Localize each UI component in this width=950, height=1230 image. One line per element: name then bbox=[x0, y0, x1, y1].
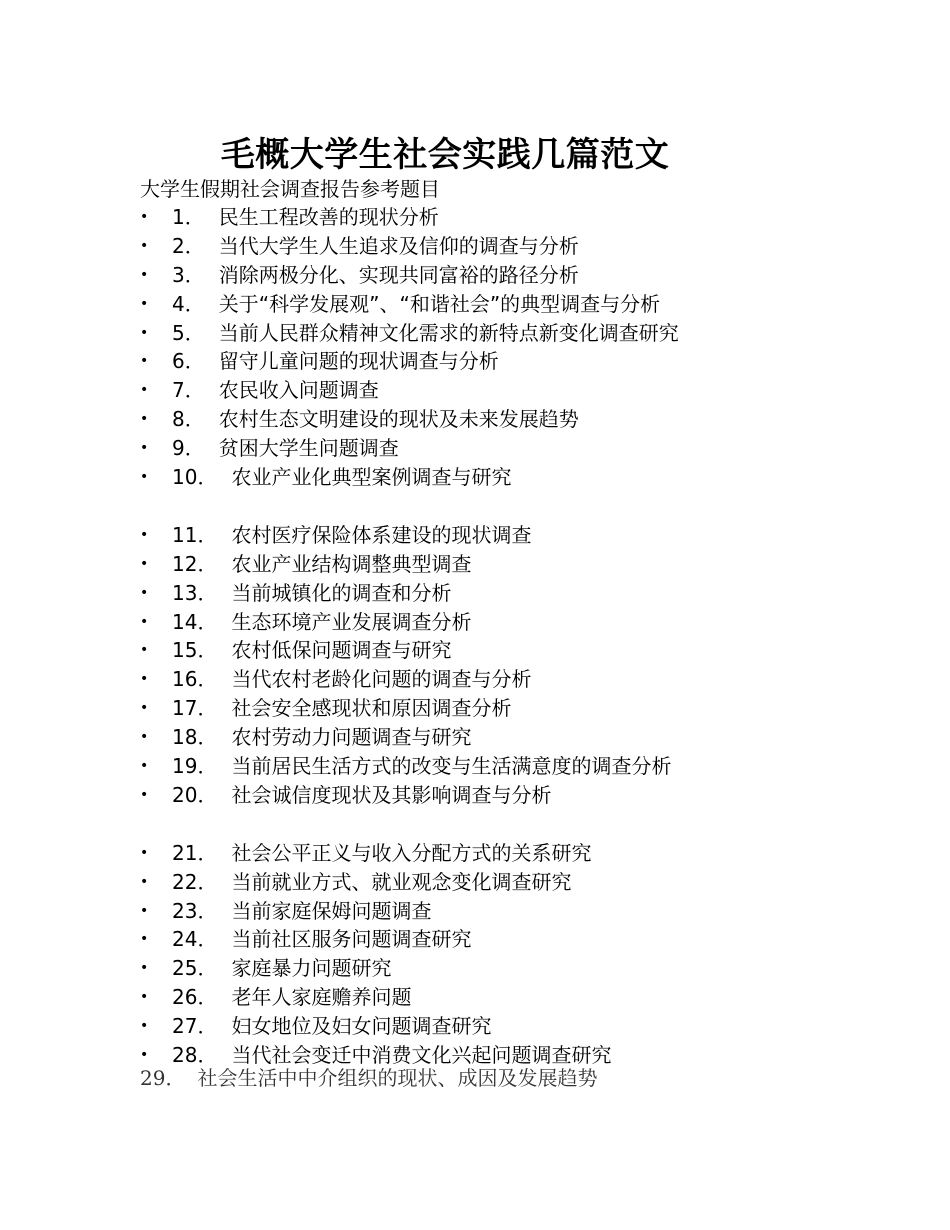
topic-number: 20． bbox=[172, 782, 218, 807]
bullet-icon: • bbox=[140, 1018, 149, 1035]
topic-item bbox=[140, 405, 920, 434]
topic-text: 当前社区服务问题调查研究 bbox=[231, 927, 472, 952]
topic-text: 家庭暴力问题研究 bbox=[231, 956, 392, 981]
topic-number: 5． bbox=[172, 320, 205, 345]
topic-number: 11． bbox=[172, 522, 218, 547]
bullet-icon: • bbox=[140, 786, 149, 803]
topic-number: 12． bbox=[172, 551, 218, 576]
topic-number: 24． bbox=[172, 927, 218, 952]
topic-item bbox=[140, 839, 920, 868]
bullet-icon: • bbox=[140, 382, 149, 399]
bullet-icon: • bbox=[140, 440, 149, 457]
topic-text: 农村生态文明建设的现状及未来发展趋势 bbox=[218, 407, 579, 432]
topic-item bbox=[140, 897, 920, 926]
topic-number: 28． bbox=[172, 1043, 218, 1068]
topic-group bbox=[140, 521, 920, 810]
topic-text: 农村低保问题调查与研究 bbox=[231, 638, 452, 663]
bullet-icon: • bbox=[140, 555, 149, 572]
topic-item bbox=[140, 319, 920, 348]
topic-item bbox=[140, 608, 920, 637]
topic-number: 3． bbox=[172, 262, 205, 287]
topic-item bbox=[140, 521, 920, 550]
topic-text: 留守儿童问题的现状调查与分析 bbox=[218, 349, 499, 374]
topic-text: 社会安全感现状和原因调查分析 bbox=[231, 696, 512, 721]
topic-number: 16． bbox=[172, 667, 218, 692]
bullet-icon: • bbox=[140, 758, 149, 775]
topic-text: 农村劳动力问题调查与研究 bbox=[231, 725, 472, 750]
topic-text: 社会诚信度现状及其影响调查与分析 bbox=[231, 782, 552, 807]
topic-item bbox=[140, 665, 920, 694]
bullet-icon: • bbox=[140, 584, 149, 601]
topic-number: 29． bbox=[140, 1066, 186, 1090]
topic-text: 当代社会变迁中消费文化兴起问题调查研究 bbox=[231, 1043, 612, 1068]
topic-number: 27． bbox=[172, 1014, 218, 1039]
topic-number: 26． bbox=[172, 985, 218, 1010]
topic-item bbox=[140, 983, 920, 1012]
topic-text: 当前居民生活方式的改变与生活满意度的调查分析 bbox=[231, 754, 672, 779]
topic-item bbox=[140, 781, 920, 810]
topic-text: 生态环境产业发展调查分析 bbox=[231, 609, 472, 634]
topic-item bbox=[140, 232, 920, 261]
page-title: 毛概大学生社会实践几篇范文 bbox=[220, 135, 670, 175]
topic-text: 老年人家庭赡养问题 bbox=[231, 985, 412, 1010]
topic-number: 13． bbox=[172, 580, 218, 605]
topic-list bbox=[140, 203, 920, 1099]
page-subtitle: 大学生假期社会调查报告参考题目 bbox=[140, 177, 440, 201]
topic-number: 23． bbox=[172, 898, 218, 923]
bullet-icon: • bbox=[140, 237, 149, 254]
topic-item bbox=[140, 203, 920, 232]
bullet-icon: • bbox=[140, 844, 149, 861]
topic-item bbox=[140, 723, 920, 752]
bullet-icon: • bbox=[140, 1047, 149, 1064]
bullet-icon: • bbox=[140, 902, 149, 919]
bullet-icon: • bbox=[140, 295, 149, 312]
topic-text: 当代农村老龄化问题的调查与分析 bbox=[231, 667, 532, 692]
bullet-icon: • bbox=[140, 469, 149, 486]
bullet-icon: • bbox=[140, 729, 149, 746]
topic-item bbox=[140, 463, 920, 492]
topic-text: 农业产业结构调整典型调查 bbox=[231, 551, 472, 576]
bullet-icon: • bbox=[140, 353, 149, 370]
topic-item bbox=[140, 579, 920, 608]
topic-group bbox=[140, 203, 920, 492]
topic-number: 18． bbox=[172, 725, 218, 750]
bullet-icon: • bbox=[140, 613, 149, 630]
topic-number: 6． bbox=[172, 349, 205, 374]
topic-item bbox=[140, 954, 920, 983]
bullet-icon: • bbox=[140, 873, 149, 890]
bullet-icon: • bbox=[140, 960, 149, 977]
topic-text: 当代大学生人生追求及信仰的调查与分析 bbox=[218, 233, 579, 258]
bullet-icon: • bbox=[140, 209, 149, 225]
topic-number: 17． bbox=[172, 696, 218, 721]
topic-number: 7． bbox=[172, 378, 205, 403]
topic-group bbox=[140, 839, 920, 1070]
topic-text: 消除两极分化、实现共同富裕的路径分析 bbox=[218, 262, 579, 287]
topic-item bbox=[140, 290, 920, 319]
topic-item bbox=[140, 694, 920, 723]
topic-item bbox=[140, 550, 920, 579]
topic-number: 21． bbox=[172, 840, 218, 865]
topic-number: 4． bbox=[172, 291, 205, 316]
topic-number: 10． bbox=[172, 465, 218, 490]
topic-item bbox=[140, 1012, 920, 1041]
bullet-icon: • bbox=[140, 411, 149, 428]
topic-number: 22． bbox=[172, 869, 218, 894]
topic-text: 农业产业化典型案例调查与研究 bbox=[231, 465, 512, 490]
topic-item bbox=[140, 376, 920, 405]
topic-number: 9． bbox=[172, 436, 205, 461]
topic-item bbox=[140, 925, 920, 954]
topic-item bbox=[140, 752, 920, 781]
bullet-icon: • bbox=[140, 324, 149, 341]
topic-text: 贫困大学生问题调查 bbox=[218, 436, 399, 461]
topic-item bbox=[140, 868, 920, 897]
bullet-icon: • bbox=[140, 671, 149, 688]
topic-item bbox=[140, 261, 920, 290]
topic-text: 当前家庭保姆问题调查 bbox=[231, 898, 432, 923]
topic-text: 妇女地位及妇女问题调查研究 bbox=[231, 1014, 492, 1039]
topic-number: 8． bbox=[172, 407, 205, 432]
topic-text: 当前就业方式、就业观念变化调查研究 bbox=[231, 869, 572, 894]
topic-text: 民生工程改善的现状分析 bbox=[218, 205, 439, 229]
bullet-icon: • bbox=[140, 266, 149, 283]
topic-number: 15． bbox=[172, 638, 218, 663]
topic-item-last bbox=[140, 1064, 597, 1092]
bullet-icon: • bbox=[140, 931, 149, 948]
topic-text: 农民收入问题调查 bbox=[218, 378, 379, 403]
topic-text: 农村医疗保险体系建设的现状调查 bbox=[231, 522, 532, 547]
topic-number: 14． bbox=[172, 609, 218, 634]
topic-item bbox=[140, 636, 920, 665]
topic-text: 社会生活中中介组织的现状、成因及发展趋势 bbox=[197, 1066, 598, 1090]
topic-number: 1． bbox=[172, 205, 205, 229]
topic-text: 关于“科学发展观”、“和谐社会”的典型调查与分析 bbox=[218, 291, 661, 316]
topic-item bbox=[140, 347, 920, 376]
topic-text: 社会公平正义与收入分配方式的关系研究 bbox=[231, 840, 592, 865]
topic-number: 25． bbox=[172, 956, 218, 981]
bullet-icon: • bbox=[140, 989, 149, 1006]
bullet-icon: • bbox=[140, 642, 149, 659]
topic-number: 19． bbox=[172, 754, 218, 779]
bullet-icon: • bbox=[140, 700, 149, 717]
topic-number: 2． bbox=[172, 233, 205, 258]
topic-text: 当前人民群众精神文化需求的新特点新变化调查研究 bbox=[218, 320, 679, 345]
topic-item bbox=[140, 434, 920, 463]
topic-text: 当前城镇化的调查和分析 bbox=[231, 580, 452, 605]
bullet-icon: • bbox=[140, 526, 149, 543]
